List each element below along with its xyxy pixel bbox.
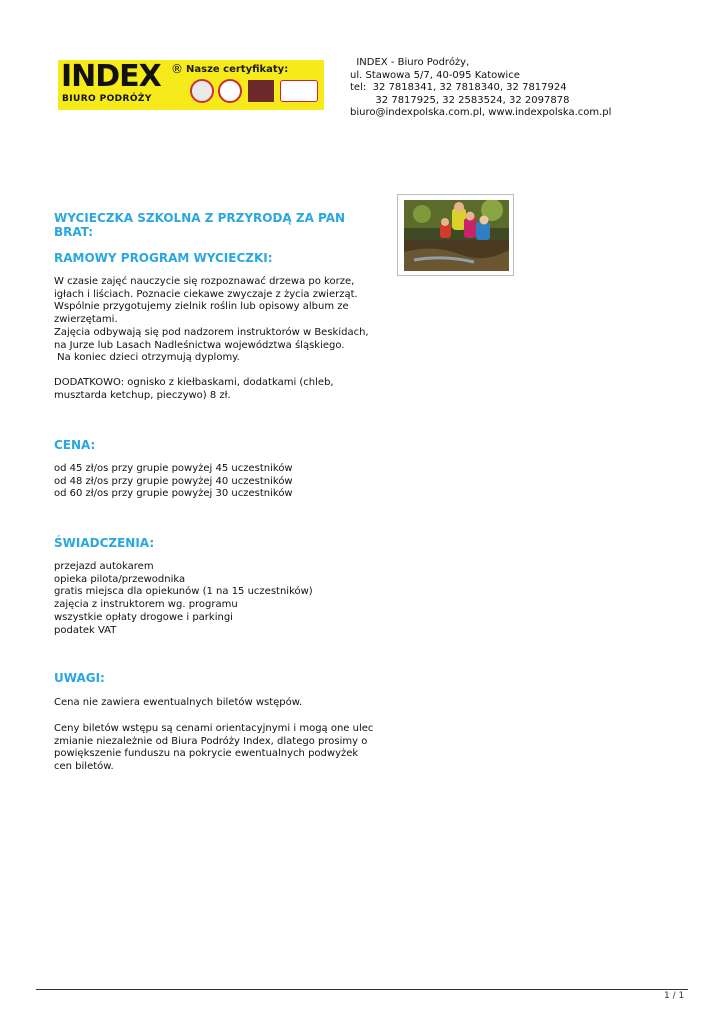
price-item: od 48 zł/os przy grupie powyżej 40 uczestników xyxy=(54,475,293,487)
trip-photo xyxy=(397,194,514,276)
program-heading: RAMOWY PROGRAM WYCIECZKI: xyxy=(54,251,273,265)
contact-email-web: biuro@indexpolska.com.pl, www.indexpolska.com.pl xyxy=(350,107,612,119)
company-logo xyxy=(58,60,324,110)
price-item: od 60 zł/os przy grupie powyżej 30 uczestników xyxy=(54,488,293,500)
logo-brand: INDEX xyxy=(61,60,161,94)
text-line: Wspólnie przygotujemy zielnik roślin lub opisowy album ze xyxy=(54,301,349,313)
text-line: DODATKOWO: ognisko z kiełbaskami, dodatkami (chleb, xyxy=(54,377,334,388)
page-number: 1 / 1 xyxy=(664,991,685,1001)
text-line: cen biletów. xyxy=(54,761,114,773)
logo-subtitle: BIURO PODRÓŻY xyxy=(62,94,152,104)
text-line: Na koniec dzieci otrzymują dyplomy. xyxy=(54,352,240,364)
title-line: WYCIECZKA SZKOLNA Z PRZYRODĄ ZA PAN xyxy=(54,211,346,225)
certificate-badge-4 xyxy=(280,80,318,102)
page-title xyxy=(54,212,345,239)
services-heading: ŚWIADCZENIA: xyxy=(54,536,155,550)
certificate-badge-1 xyxy=(190,79,214,103)
service-item: opieka pilota/przewodnika xyxy=(54,573,186,585)
logo-registered-mark: ® xyxy=(171,62,183,76)
service-item: przejazd autokarem xyxy=(54,561,154,572)
contact-company: INDEX - Biuro Podróży, xyxy=(350,57,470,68)
service-item: wszystkie opłaty drogowe i parkingi xyxy=(54,611,233,623)
price-heading: CENA: xyxy=(54,438,96,452)
text-line: igłach i liściach. Poznacie ciekawe zwyczaje z życia zwierząt. xyxy=(54,288,358,300)
program-extra xyxy=(54,377,334,402)
program-description xyxy=(54,276,369,365)
contact-phones: tel: 32 7818341, 32 7818340, 32 7817924 xyxy=(350,82,567,94)
services-list xyxy=(54,561,313,637)
price-item: od 45 zł/os przy grupie powyżej 45 uczestników xyxy=(54,463,293,474)
text-line: zwierzętami. xyxy=(54,314,118,326)
text-line: powiększenie funduszu na pokrycie ewentualnych podwyżek xyxy=(54,748,359,760)
service-item: gratis miejsca dla opiekunów (1 na 15 uczestników) xyxy=(54,586,313,598)
text-line: Zajęcia odbywają się pod nadzorem instruktorów w Beskidach, xyxy=(54,326,369,338)
children-by-stream-image xyxy=(404,200,509,271)
notes-paragraph xyxy=(54,723,373,774)
title-line: BRAT: xyxy=(54,224,94,239)
text-line: na Jurze lub Lasach Nadleśnictwa województwa śląskiego. xyxy=(54,339,345,351)
footer-divider xyxy=(36,989,688,990)
service-item: zajęcia z instruktorem wg. programu xyxy=(54,599,238,611)
notes-heading: UWAGI: xyxy=(54,671,105,685)
service-item: podatek VAT xyxy=(54,624,117,636)
contact-info xyxy=(350,57,680,120)
contact-address: ul. Stawowa 5/7, 40-095 Katowice xyxy=(350,69,520,81)
text-line: zmianie niezależnie od Biura Podróży Index, dlatego prosimy o xyxy=(54,735,368,747)
text-line: musztarda ketchup, pieczywo) 8 zł. xyxy=(54,389,231,401)
contact-phones-2: 32 7817925, 32 2583524, 32 2097878 xyxy=(350,94,570,106)
certificate-badge-2 xyxy=(218,79,242,103)
text-line: W czasie zajęć nauczycie się rozpoznawać drzewa po korze, xyxy=(54,276,355,287)
notes-first-line: Cena nie zawiera ewentualnych biletów wstępów. xyxy=(54,697,303,708)
text-line: Ceny biletów wstępu są cenami orientacyjnymi i mogą one ulec xyxy=(54,723,374,734)
certificate-badge-3 xyxy=(248,80,274,102)
certificates-label: Nasze certyfikaty: xyxy=(186,64,289,75)
price-list xyxy=(54,463,293,501)
